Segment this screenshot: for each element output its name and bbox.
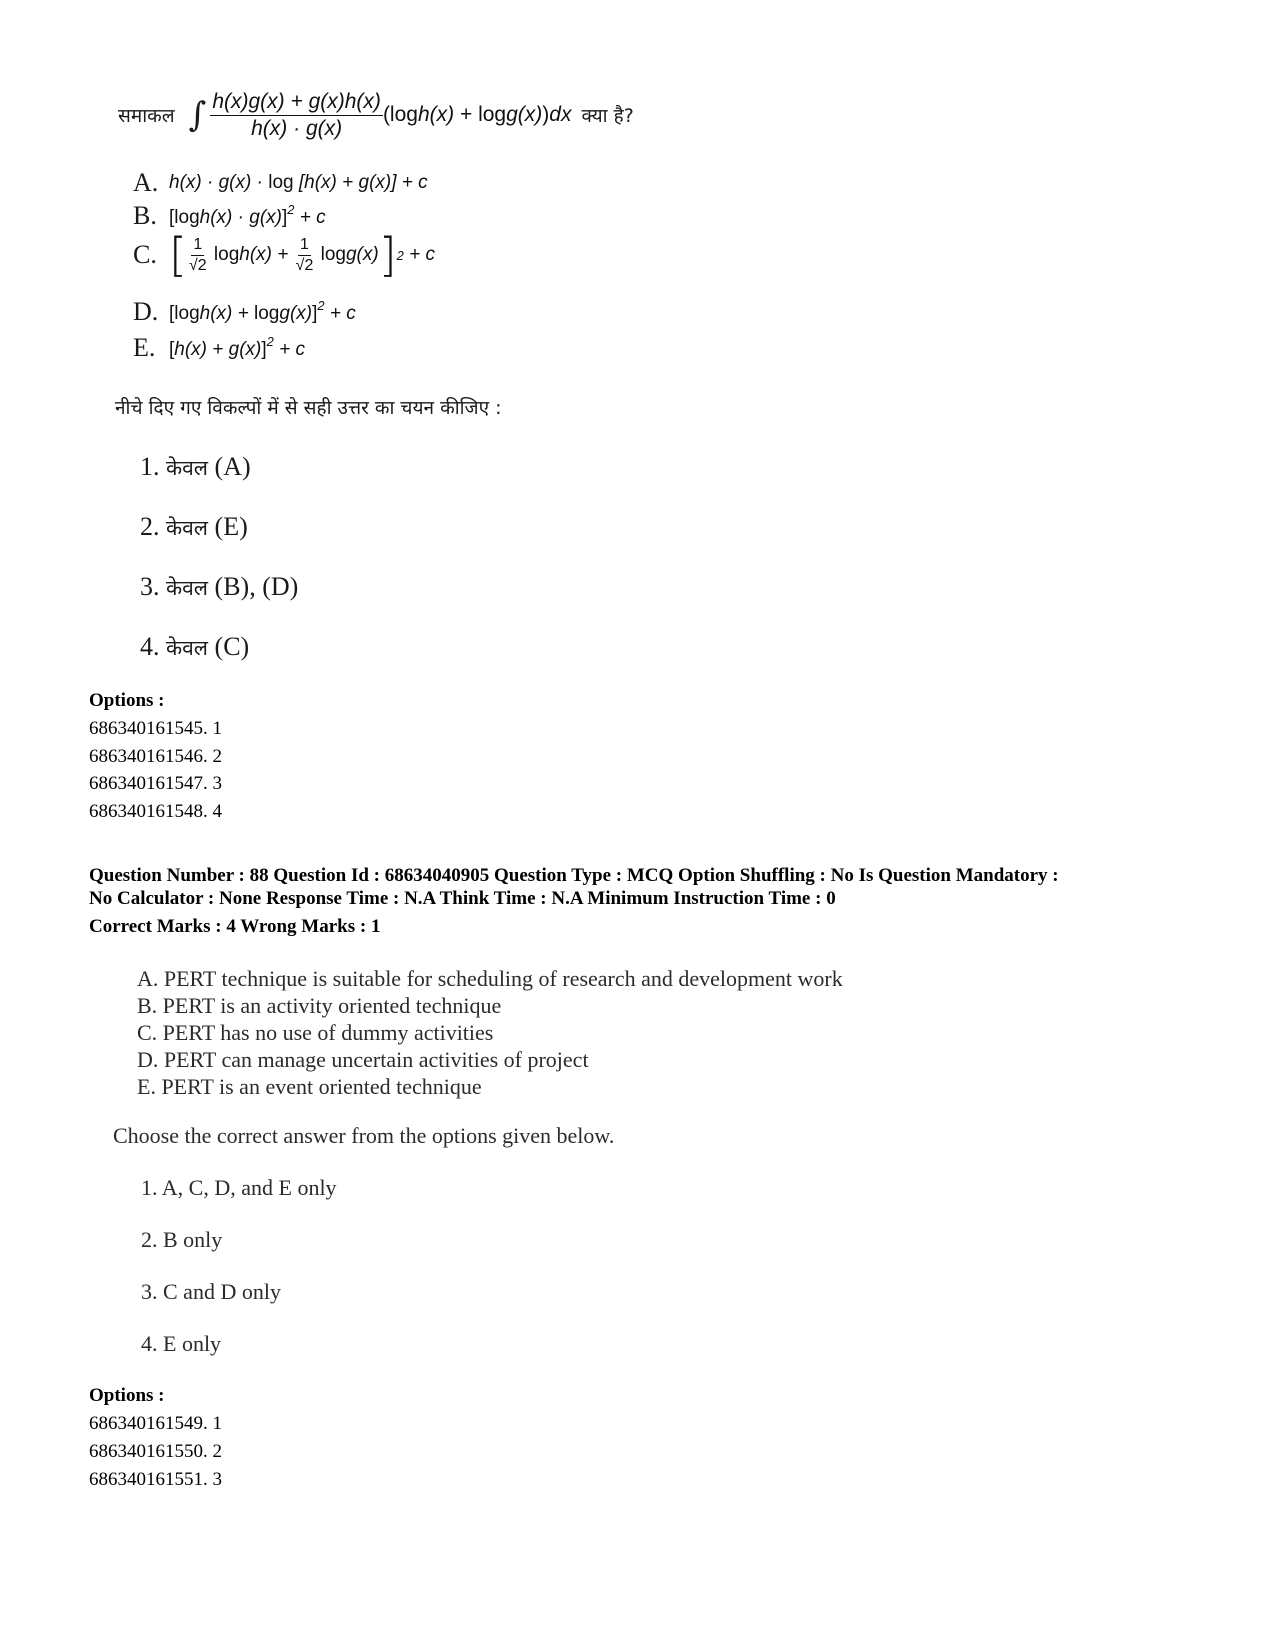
- option-id-row: 686340161548. 4: [89, 801, 222, 822]
- stem-label: समाकल: [118, 105, 175, 127]
- choice-4: 4. केवल (C): [140, 632, 250, 661]
- question-88-meta-line2: No Calculator : None Response Time : N.A Think Time : N.A Minimum Instruction Time : 0: [89, 888, 836, 909]
- statement-c: C. PERT has no use of dummy activities: [137, 1020, 494, 1045]
- sub-option-b: B. $[\log h(x) \cdot g(x)]^2 + c$: [133, 201, 326, 230]
- choice-4: 4. E only: [141, 1331, 222, 1356]
- sub-option-d: D. $[\log h(x) + \log g(x)]^2 + c$: [133, 297, 356, 326]
- sub-option-e: E. $[h(x) + g(x)]^2 + c$: [133, 333, 306, 362]
- formula-e: $[h(x) + g(x)]^2 + c$: [169, 334, 306, 361]
- formula-d: $[\log h(x) + \log g(x)]^2 + c$: [169, 298, 356, 325]
- statement-e: E. PERT is an event oriented technique: [137, 1074, 482, 1099]
- options-heading-87: Options :: [89, 690, 165, 711]
- option-id-row: 686340161550. 2: [89, 1441, 222, 1462]
- stem-tail: क्या है?: [581, 105, 634, 127]
- option-id-row: 686340161551. 3: [89, 1469, 222, 1490]
- question-88-marks: Correct Marks : 4 Wrong Marks : 1: [89, 916, 381, 937]
- choice-2: 2. B only: [141, 1227, 223, 1252]
- question-88-meta-line1: Question Number : 88 Question Id : 68634040905 Question Type : MCQ Option Shuffling : No Is Question Mandatory :: [89, 865, 1059, 886]
- statement-a: A. PERT technique is suitable for scheduling of research and development work: [137, 966, 843, 991]
- statement-d: D. PERT can manage uncertain activities of project: [137, 1047, 589, 1072]
- formula-b: $[\log h(x) \cdot g(x)]^2 + c$: [169, 202, 326, 229]
- instruction-english: Choose the correct answer from the options given below.: [113, 1123, 615, 1148]
- statement-b: B. PERT is an activity oriented technique: [137, 993, 502, 1018]
- sub-option-a: A. h(x) · g(x) · log [h(x) + g(x)] + c: [133, 168, 428, 197]
- integrand: $\frac{h(x)g(x) + g(x)h(x)}{h(x) \cdot g(x)}$ (logh(x) + logg(x))dx: [212, 89, 572, 140]
- choice-1: 1. A, C, D, and E only: [141, 1175, 337, 1200]
- choice-3: 3. C and D only: [141, 1279, 281, 1304]
- option-id-row: 686340161547. 3: [89, 773, 222, 794]
- options-heading-88: Options :: [89, 1385, 165, 1406]
- formula-c: [ $\frac{1}{√2}$ log h(x) + $\frac{1}{√2}$ log g(x) ] 2 + c: [169, 228, 436, 282]
- option-id-row: 686340161546. 2: [89, 746, 222, 767]
- integral-question: [118, 80, 634, 150]
- choice-2: 2. केवल (E): [140, 512, 248, 541]
- option-id-row: 686340161545. 1: [89, 718, 222, 739]
- option-id-row: 686340161549. 1: [89, 1413, 222, 1434]
- integral-sign-icon: ∫: [188, 95, 207, 135]
- sub-option-c: C. [ $\frac{1}{√2}$ log h(x) + $\frac{1}{√2}$ log g(x) ] 2 + c: [133, 228, 436, 282]
- instruction-hindi: नीचे दिए गए विकल्पों में से सही उत्तर का चयन कीजिए :: [115, 397, 502, 419]
- choice-1: 1. केवल (A): [140, 452, 251, 481]
- choice-3: 3. केवल (B), (D): [140, 572, 299, 601]
- formula-a: h(x) · g(x) · log [h(x) + g(x)] + c: [169, 172, 428, 193]
